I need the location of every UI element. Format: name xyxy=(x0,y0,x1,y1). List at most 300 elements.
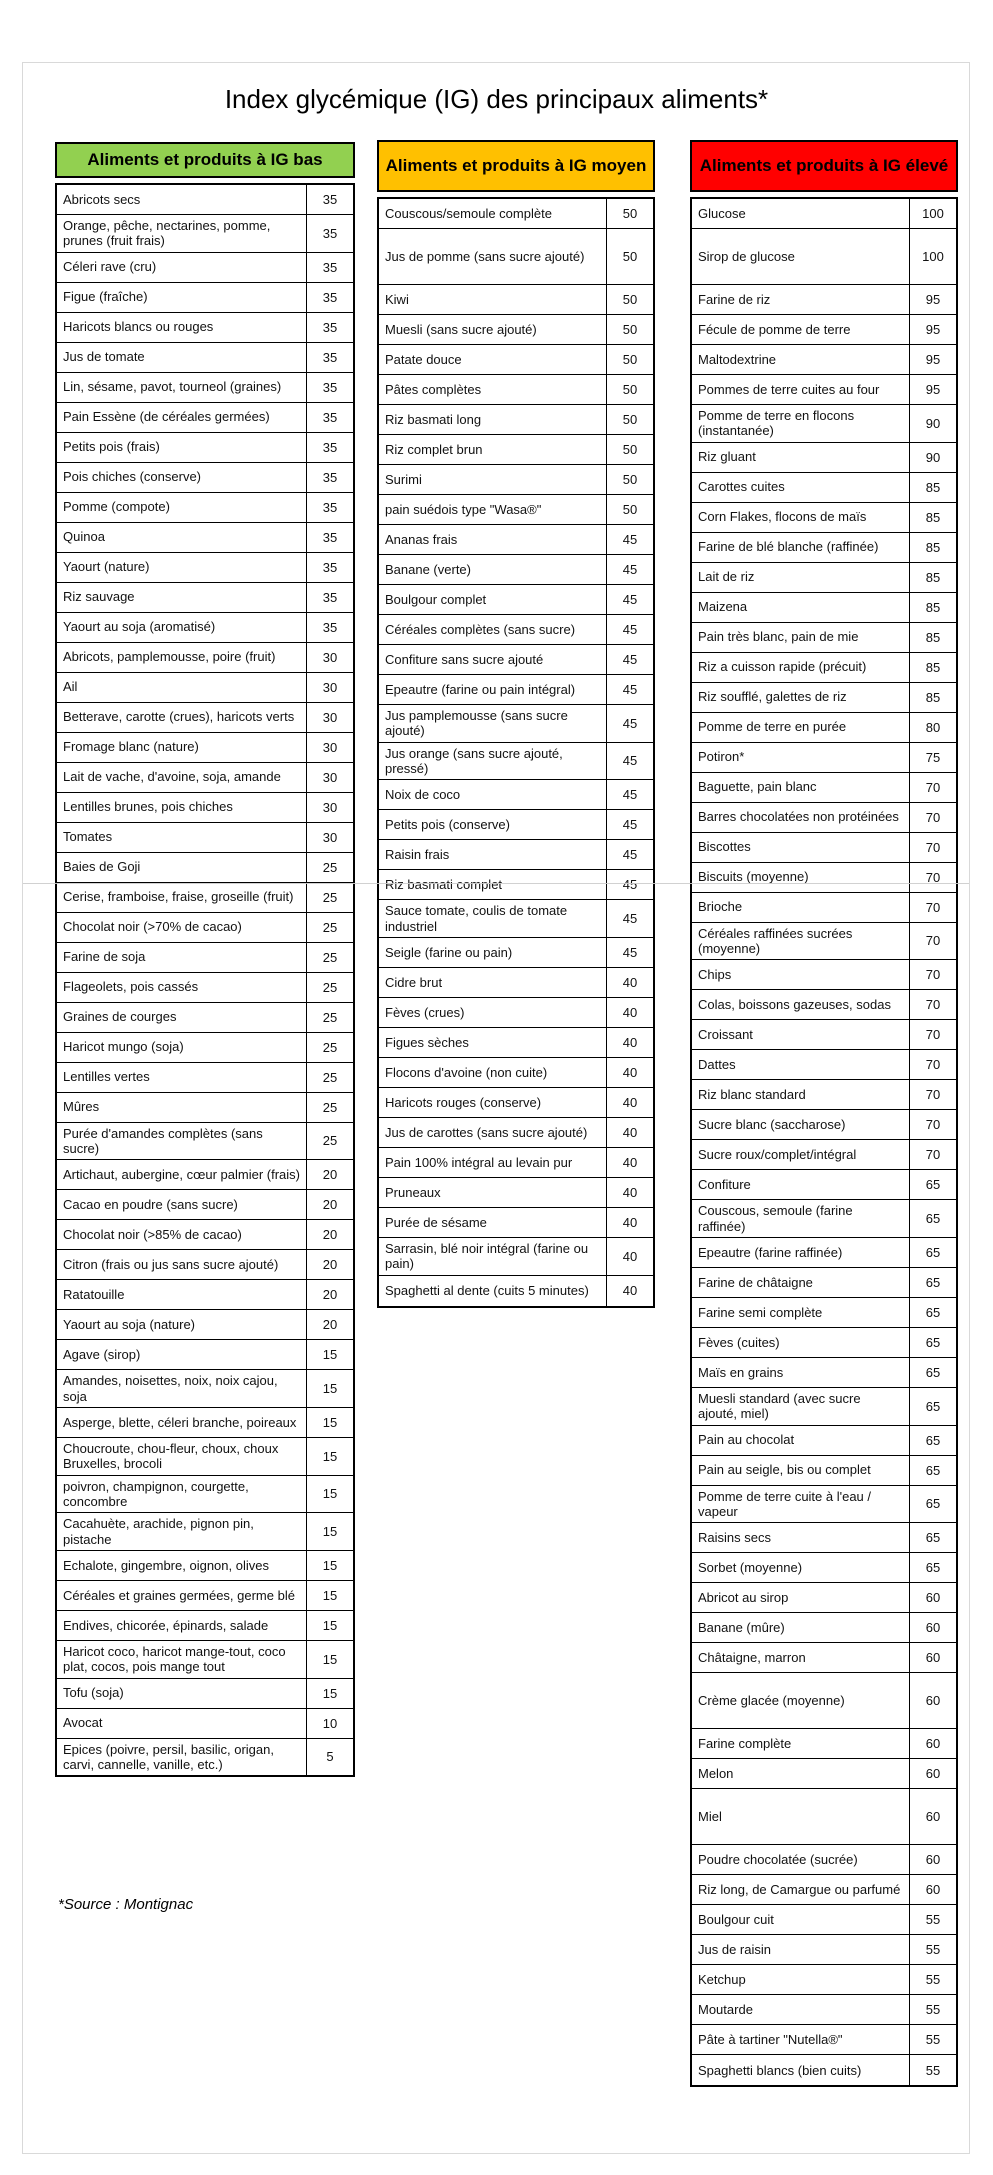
food-name: Artichaut, aubergine, cœur palmier (frais) xyxy=(57,1160,307,1189)
gi-value: 35 xyxy=(322,319,338,335)
food-name: Pain au seigle, bis ou complet xyxy=(692,1456,910,1485)
table-row xyxy=(692,990,956,1020)
gi-value: 60 xyxy=(925,1620,941,1636)
gi-value: 85 xyxy=(925,539,941,555)
gi-value: 80 xyxy=(925,719,941,735)
food-name: Sucre blanc (saccharose) xyxy=(692,1110,910,1139)
gi-value: 45 xyxy=(622,817,638,833)
gi-value: 25 xyxy=(322,979,338,995)
table-row xyxy=(692,893,956,923)
food-name: Echalote, gingembre, oignon, olives xyxy=(57,1551,307,1580)
food-name: Raisin frais xyxy=(379,840,607,869)
food-name: Farine de soja xyxy=(57,943,307,972)
gi-value: 70 xyxy=(925,1147,941,1163)
gi-value: 85 xyxy=(925,659,941,675)
gi-value: 95 xyxy=(925,292,941,307)
food-name: Riz a cuisson rapide (précuit) xyxy=(692,653,910,682)
food-name: Pain très blanc, pain de mie xyxy=(692,623,910,652)
table-row xyxy=(692,593,956,623)
low-gi-table-body xyxy=(55,183,355,1777)
low-gi-table xyxy=(55,142,355,1777)
gi-value: 55 xyxy=(925,2062,941,2078)
table-row xyxy=(57,1123,353,1161)
gi-value: 70 xyxy=(925,869,941,885)
gi-value: 55 xyxy=(925,1972,941,1988)
food-name: Jus de tomate xyxy=(57,343,307,372)
gi-value: 15 xyxy=(322,1617,338,1633)
food-name: Jus pamplemousse (sans sucre ajouté) xyxy=(379,705,607,742)
gi-value: 60 xyxy=(925,1852,941,1868)
gi-value: 45 xyxy=(622,622,638,637)
food-name: Barres chocolatées non protéinées xyxy=(692,803,910,832)
table-row xyxy=(692,2055,956,2085)
food-name: Spaghetti al dente (cuits 5 minutes) xyxy=(379,1276,607,1306)
gi-value: 65 xyxy=(925,1211,941,1227)
gi-value: 25 xyxy=(322,1099,338,1115)
table-row xyxy=(57,215,353,253)
gi-value: 45 xyxy=(622,847,638,863)
gi-value: 50 xyxy=(622,502,638,517)
gi-value: 15 xyxy=(322,1414,338,1430)
food-name: Muesli standard (avec sucre ajouté, miel) xyxy=(692,1388,910,1425)
gi-value: 50 xyxy=(622,412,638,427)
gi-value: 45 xyxy=(622,944,638,960)
gi-value: 35 xyxy=(322,469,338,485)
food-name: Orange, pêche, nectarines, pomme, prunes (fruit frais) xyxy=(57,215,307,252)
food-name: Croissant xyxy=(692,1020,910,1049)
gi-value: 40 xyxy=(622,1094,638,1110)
gi-value: 15 xyxy=(322,1651,338,1667)
food-name: Yaourt au soja (nature) xyxy=(57,1310,307,1339)
gi-value: 50 xyxy=(622,472,638,487)
food-name: Muesli (sans sucre ajouté) xyxy=(379,315,607,344)
gi-value: 35 xyxy=(322,289,338,305)
table-row xyxy=(379,315,653,345)
table-row xyxy=(692,1426,956,1456)
food-name: Abricot au sirop xyxy=(692,1583,910,1612)
table-row xyxy=(57,1190,353,1220)
gi-value: 35 xyxy=(322,499,338,515)
food-name: Céréales raffinées sucrées (moyenne) xyxy=(692,923,910,960)
table-row xyxy=(379,810,653,840)
food-name: Riz complet brun xyxy=(379,435,607,464)
food-name: Pain au chocolat xyxy=(692,1426,910,1455)
food-name: Jus de pomme (sans sucre ajouté) xyxy=(379,229,607,284)
food-name: Poudre chocolatée (sucrée) xyxy=(692,1845,910,1874)
gi-value: 55 xyxy=(925,2002,941,2018)
table-row xyxy=(379,900,653,938)
table-row xyxy=(692,1388,956,1426)
gi-value: 35 xyxy=(322,259,338,275)
gi-value: 45 xyxy=(622,682,638,697)
table-row xyxy=(692,1643,956,1673)
gi-value: 55 xyxy=(925,1942,941,1958)
table-row xyxy=(379,465,653,495)
gi-value: 50 xyxy=(622,322,638,337)
food-name: Pâtes complètes xyxy=(379,375,607,404)
table-row xyxy=(57,1160,353,1190)
food-name: Cerise, framboise, fraise, groseille (fruit) xyxy=(57,883,307,912)
food-name: Céleri rave (cru) xyxy=(57,253,307,282)
food-name: Melon xyxy=(692,1759,910,1788)
gi-value: 45 xyxy=(622,532,638,547)
gi-value: 40 xyxy=(622,1154,638,1170)
food-name: Pruneaux xyxy=(379,1178,607,1207)
gi-value: 25 xyxy=(322,919,338,935)
food-name: Jus de carottes (sans sucre ajouté) xyxy=(379,1118,607,1147)
food-name: Biscuits (moyenne) xyxy=(692,863,910,892)
table-row xyxy=(57,1551,353,1581)
medium-gi-table-body xyxy=(377,197,655,1308)
gi-value: 45 xyxy=(622,911,638,927)
table-row xyxy=(692,443,956,473)
table-row xyxy=(692,1729,956,1759)
table-row xyxy=(379,743,653,781)
gi-value: 50 xyxy=(622,292,638,307)
table-row xyxy=(692,863,956,893)
table-row xyxy=(57,1340,353,1370)
gi-value: 25 xyxy=(322,1133,338,1149)
gi-value: 10 xyxy=(322,1715,338,1731)
high-gi-table-header: Aliments et produits à IG élevé xyxy=(690,140,958,192)
gi-value: 5 xyxy=(326,1749,334,1765)
gi-value: 60 xyxy=(925,1650,941,1666)
food-name: Pois chiches (conserve) xyxy=(57,463,307,492)
table-row xyxy=(692,229,956,285)
table-row xyxy=(57,1063,353,1093)
gi-value: 65 xyxy=(925,1462,941,1478)
table-row xyxy=(57,253,353,283)
gi-value: 35 xyxy=(322,379,338,395)
table-row xyxy=(692,1140,956,1170)
gi-value: 65 xyxy=(925,1530,941,1546)
food-name: Sorbet (moyenne) xyxy=(692,1553,910,1582)
food-name: Baies de Goji xyxy=(57,853,307,882)
table-row xyxy=(692,1486,956,1524)
food-name: Cidre brut xyxy=(379,968,607,997)
table-row xyxy=(692,803,956,833)
food-name: Riz gluant xyxy=(692,443,910,472)
gi-value: 15 xyxy=(322,1486,338,1502)
food-name: Purée d'amandes complètes (sans sucre) xyxy=(57,1123,307,1160)
food-name: Fèves (cuites) xyxy=(692,1328,910,1357)
gi-value: 65 xyxy=(925,1334,941,1350)
table-row xyxy=(692,1523,956,1553)
table-row xyxy=(379,375,653,405)
table-row xyxy=(379,1208,653,1238)
table-row xyxy=(692,315,956,345)
food-name: poivron, champignon, courgette, concombre xyxy=(57,1476,307,1513)
table-row xyxy=(692,2025,956,2055)
food-name: Seigle (farine ou pain) xyxy=(379,938,607,967)
table-row xyxy=(57,793,353,823)
table-row xyxy=(379,705,653,743)
food-name: Châtaigne, marron xyxy=(692,1643,910,1672)
table-row xyxy=(57,883,353,913)
medium-gi-table-header: Aliments et produits à IG moyen xyxy=(377,140,655,192)
food-name: Fécule de pomme de terre xyxy=(692,315,910,344)
food-name: Farine de blé blanche (raffinée) xyxy=(692,533,910,562)
table-row xyxy=(379,615,653,645)
food-name: Boulgour cuit xyxy=(692,1905,910,1934)
food-name: Kiwi xyxy=(379,285,607,314)
gi-value: 30 xyxy=(322,769,338,785)
table-row xyxy=(57,185,353,215)
table-row xyxy=(57,313,353,343)
table-row xyxy=(379,870,653,900)
food-name: Potiron* xyxy=(692,743,910,772)
food-name: Betterave, carotte (crues), haricots verts xyxy=(57,703,307,732)
gi-value: 70 xyxy=(925,839,941,855)
food-name: Cacao en poudre (sans sucre) xyxy=(57,1190,307,1219)
gi-value: 15 xyxy=(322,1587,338,1603)
table-row xyxy=(692,1080,956,1110)
food-name: Pomme de terre en flocons (instantanée) xyxy=(692,405,910,442)
food-name: Crème glacée (moyenne) xyxy=(692,1673,910,1728)
food-name: Lait de riz xyxy=(692,563,910,592)
food-name: Avocat xyxy=(57,1709,307,1738)
gi-value: 30 xyxy=(322,829,338,845)
food-name: Céréales complètes (sans sucre) xyxy=(379,615,607,644)
food-name: Pain Essène (de céréales germées) xyxy=(57,403,307,432)
high-gi-table-body xyxy=(690,197,958,2087)
table-row xyxy=(57,1220,353,1250)
table-row xyxy=(692,1965,956,1995)
food-name: Pommes de terre cuites au four xyxy=(692,375,910,404)
food-name: Baguette, pain blanc xyxy=(692,773,910,802)
food-name: Banane (mûre) xyxy=(692,1613,910,1642)
table-row xyxy=(57,733,353,763)
table-row xyxy=(692,653,956,683)
table-row xyxy=(57,1709,353,1739)
table-row xyxy=(692,743,956,773)
food-name: Sucre roux/complet/intégral xyxy=(692,1140,910,1169)
gi-value: 50 xyxy=(622,442,638,457)
food-name: Noix de coco xyxy=(379,780,607,809)
gi-value: 20 xyxy=(322,1257,338,1273)
table-row xyxy=(379,435,653,465)
food-name: Chips xyxy=(692,960,910,989)
food-name: Figue (fraîche) xyxy=(57,283,307,312)
food-name: Haricots rouges (conserve) xyxy=(379,1088,607,1117)
gi-value: 40 xyxy=(622,1124,638,1140)
table-row xyxy=(692,473,956,503)
table-row xyxy=(692,713,956,743)
food-name: Biscottes xyxy=(692,833,910,862)
table-row xyxy=(692,923,956,961)
page-title: Index glycémique (IG) des principaux aliments* xyxy=(224,84,769,114)
gi-value: 50 xyxy=(622,352,638,367)
food-name: Chocolat noir (>70% de cacao) xyxy=(57,913,307,942)
gi-value: 65 xyxy=(925,1244,941,1260)
food-name: Epeautre (farine ou pain intégral) xyxy=(379,675,607,704)
table-row xyxy=(57,1611,353,1641)
table-row xyxy=(692,563,956,593)
table-row xyxy=(692,1673,956,1729)
food-name: Raisins secs xyxy=(692,1523,910,1552)
gi-value: 70 xyxy=(925,967,941,983)
food-name: Boulgour complet xyxy=(379,585,607,614)
gi-value: 45 xyxy=(622,652,638,667)
gi-value: 25 xyxy=(322,949,338,965)
food-name: Pain 100% intégral au levain pur xyxy=(379,1148,607,1177)
gi-value: 30 xyxy=(322,679,338,695)
food-name: Pomme de terre cuite à l'eau / vapeur xyxy=(692,1486,910,1523)
table-row xyxy=(57,703,353,733)
food-name: Confiture xyxy=(692,1170,910,1199)
gi-value: 70 xyxy=(925,809,941,825)
food-name: Lentilles brunes, pois chiches xyxy=(57,793,307,822)
table-row xyxy=(57,1679,353,1709)
table-row xyxy=(692,1456,956,1486)
gi-value: 20 xyxy=(322,1287,338,1303)
gi-value: 85 xyxy=(925,629,941,645)
high-gi-table xyxy=(690,140,958,2087)
food-name: Farine complète xyxy=(692,1729,910,1758)
gi-value: 30 xyxy=(322,739,338,755)
table-row xyxy=(57,433,353,463)
food-name: Riz long, de Camargue ou parfumé xyxy=(692,1875,910,1904)
food-name: Tofu (soja) xyxy=(57,1679,307,1708)
table-row xyxy=(57,1310,353,1340)
gi-value: 55 xyxy=(925,1912,941,1928)
gi-value: 85 xyxy=(925,569,941,585)
food-name: Yaourt au soja (aromatisé) xyxy=(57,613,307,642)
table-row xyxy=(57,823,353,853)
table-row xyxy=(57,913,353,943)
table-row xyxy=(379,780,653,810)
food-name: Flocons d'avoine (non cuite) xyxy=(379,1058,607,1087)
table-row xyxy=(57,1581,353,1611)
gi-value: 20 xyxy=(322,1317,338,1333)
gi-value: 15 xyxy=(322,1381,338,1397)
gi-value: 40 xyxy=(622,1248,638,1264)
table-row xyxy=(379,1058,653,1088)
food-name: Maltodextrine xyxy=(692,345,910,374)
food-name: Fromage blanc (nature) xyxy=(57,733,307,762)
gi-value: 15 xyxy=(322,1448,338,1464)
table-row xyxy=(57,463,353,493)
food-name: Riz basmati long xyxy=(379,405,607,434)
gi-value: 85 xyxy=(925,509,941,525)
table-row xyxy=(57,763,353,793)
gi-value: 100 xyxy=(922,206,944,221)
gi-value: 55 xyxy=(925,2032,941,2048)
table-row xyxy=(692,960,956,990)
table-row xyxy=(692,683,956,713)
table-row xyxy=(692,1200,956,1238)
table-row xyxy=(379,585,653,615)
table-row xyxy=(692,1238,956,1268)
food-name: Flageolets, pois cassés xyxy=(57,973,307,1002)
table-row xyxy=(379,998,653,1028)
food-name: Jus orange (sans sucre ajouté, pressé) xyxy=(379,743,607,780)
table-row xyxy=(57,1003,353,1033)
food-name: Jus de raisin xyxy=(692,1935,910,1964)
gi-value: 35 xyxy=(322,589,338,605)
table-row xyxy=(57,853,353,883)
table-row xyxy=(692,1268,956,1298)
food-name: Yaourt (nature) xyxy=(57,553,307,582)
gi-value: 20 xyxy=(322,1227,338,1243)
table-row xyxy=(379,1238,653,1276)
table-row xyxy=(379,840,653,870)
table-row xyxy=(57,1033,353,1063)
table-row xyxy=(692,1583,956,1613)
table-row xyxy=(379,285,653,315)
gi-value: 20 xyxy=(322,1167,338,1183)
table-row xyxy=(57,553,353,583)
gi-value: 25 xyxy=(322,1069,338,1085)
gi-value: 35 xyxy=(322,559,338,575)
table-row xyxy=(57,1739,353,1776)
table-row xyxy=(692,405,956,443)
gi-value: 35 xyxy=(322,619,338,635)
food-name: Patate douce xyxy=(379,345,607,374)
food-name: Confiture sans sucre ajouté xyxy=(379,645,607,674)
table-row xyxy=(692,623,956,653)
gi-value: 85 xyxy=(925,599,941,615)
table-row xyxy=(57,973,353,1003)
table-row xyxy=(692,1759,956,1789)
table-row xyxy=(379,1178,653,1208)
gi-value: 70 xyxy=(925,899,941,915)
food-name: Céréales et graines germées, germe blé xyxy=(57,1581,307,1610)
food-name: Riz sauvage xyxy=(57,583,307,612)
food-name: Sirop de glucose xyxy=(692,229,910,284)
gi-value: 40 xyxy=(622,974,638,990)
food-name: Corn Flakes, flocons de maïs xyxy=(692,503,910,532)
gi-value: 60 xyxy=(925,1882,941,1898)
table-row xyxy=(692,1613,956,1643)
table-row xyxy=(57,613,353,643)
food-name: Couscous, semoule (farine raffinée) xyxy=(692,1200,910,1237)
gi-value: 65 xyxy=(925,1177,941,1193)
food-name: Riz soufflé, galettes de riz xyxy=(692,683,910,712)
table-row xyxy=(57,1370,353,1408)
gi-value: 60 xyxy=(925,1590,941,1606)
table-row xyxy=(379,1148,653,1178)
food-name: Surimi xyxy=(379,465,607,494)
table-row xyxy=(57,1408,353,1438)
food-name: Banane (verte) xyxy=(379,555,607,584)
gi-value: 25 xyxy=(322,889,338,905)
table-row xyxy=(379,1028,653,1058)
table-row xyxy=(57,1093,353,1123)
table-row xyxy=(379,1118,653,1148)
gi-value: 70 xyxy=(925,997,941,1013)
food-name: Pomme de terre en purée xyxy=(692,713,910,742)
food-name: Glucose xyxy=(692,199,910,228)
food-name: Ananas frais xyxy=(379,525,607,554)
table-row xyxy=(379,555,653,585)
food-name: Farine de riz xyxy=(692,285,910,314)
table-row xyxy=(692,1170,956,1200)
low-gi-table-header: Aliments et produits à IG bas xyxy=(55,142,355,178)
gi-value: 40 xyxy=(622,1283,638,1299)
table-row xyxy=(692,1875,956,1905)
table-row xyxy=(692,1845,956,1875)
table-row xyxy=(57,1641,353,1679)
gi-value: 75 xyxy=(925,749,941,765)
gi-value: 30 xyxy=(322,649,338,665)
table-row xyxy=(692,199,956,229)
food-name: Couscous/semoule complète xyxy=(379,199,607,228)
table-row xyxy=(57,343,353,373)
medium-gi-table xyxy=(377,140,655,1308)
table-row xyxy=(57,1513,353,1551)
table-row xyxy=(379,229,653,285)
